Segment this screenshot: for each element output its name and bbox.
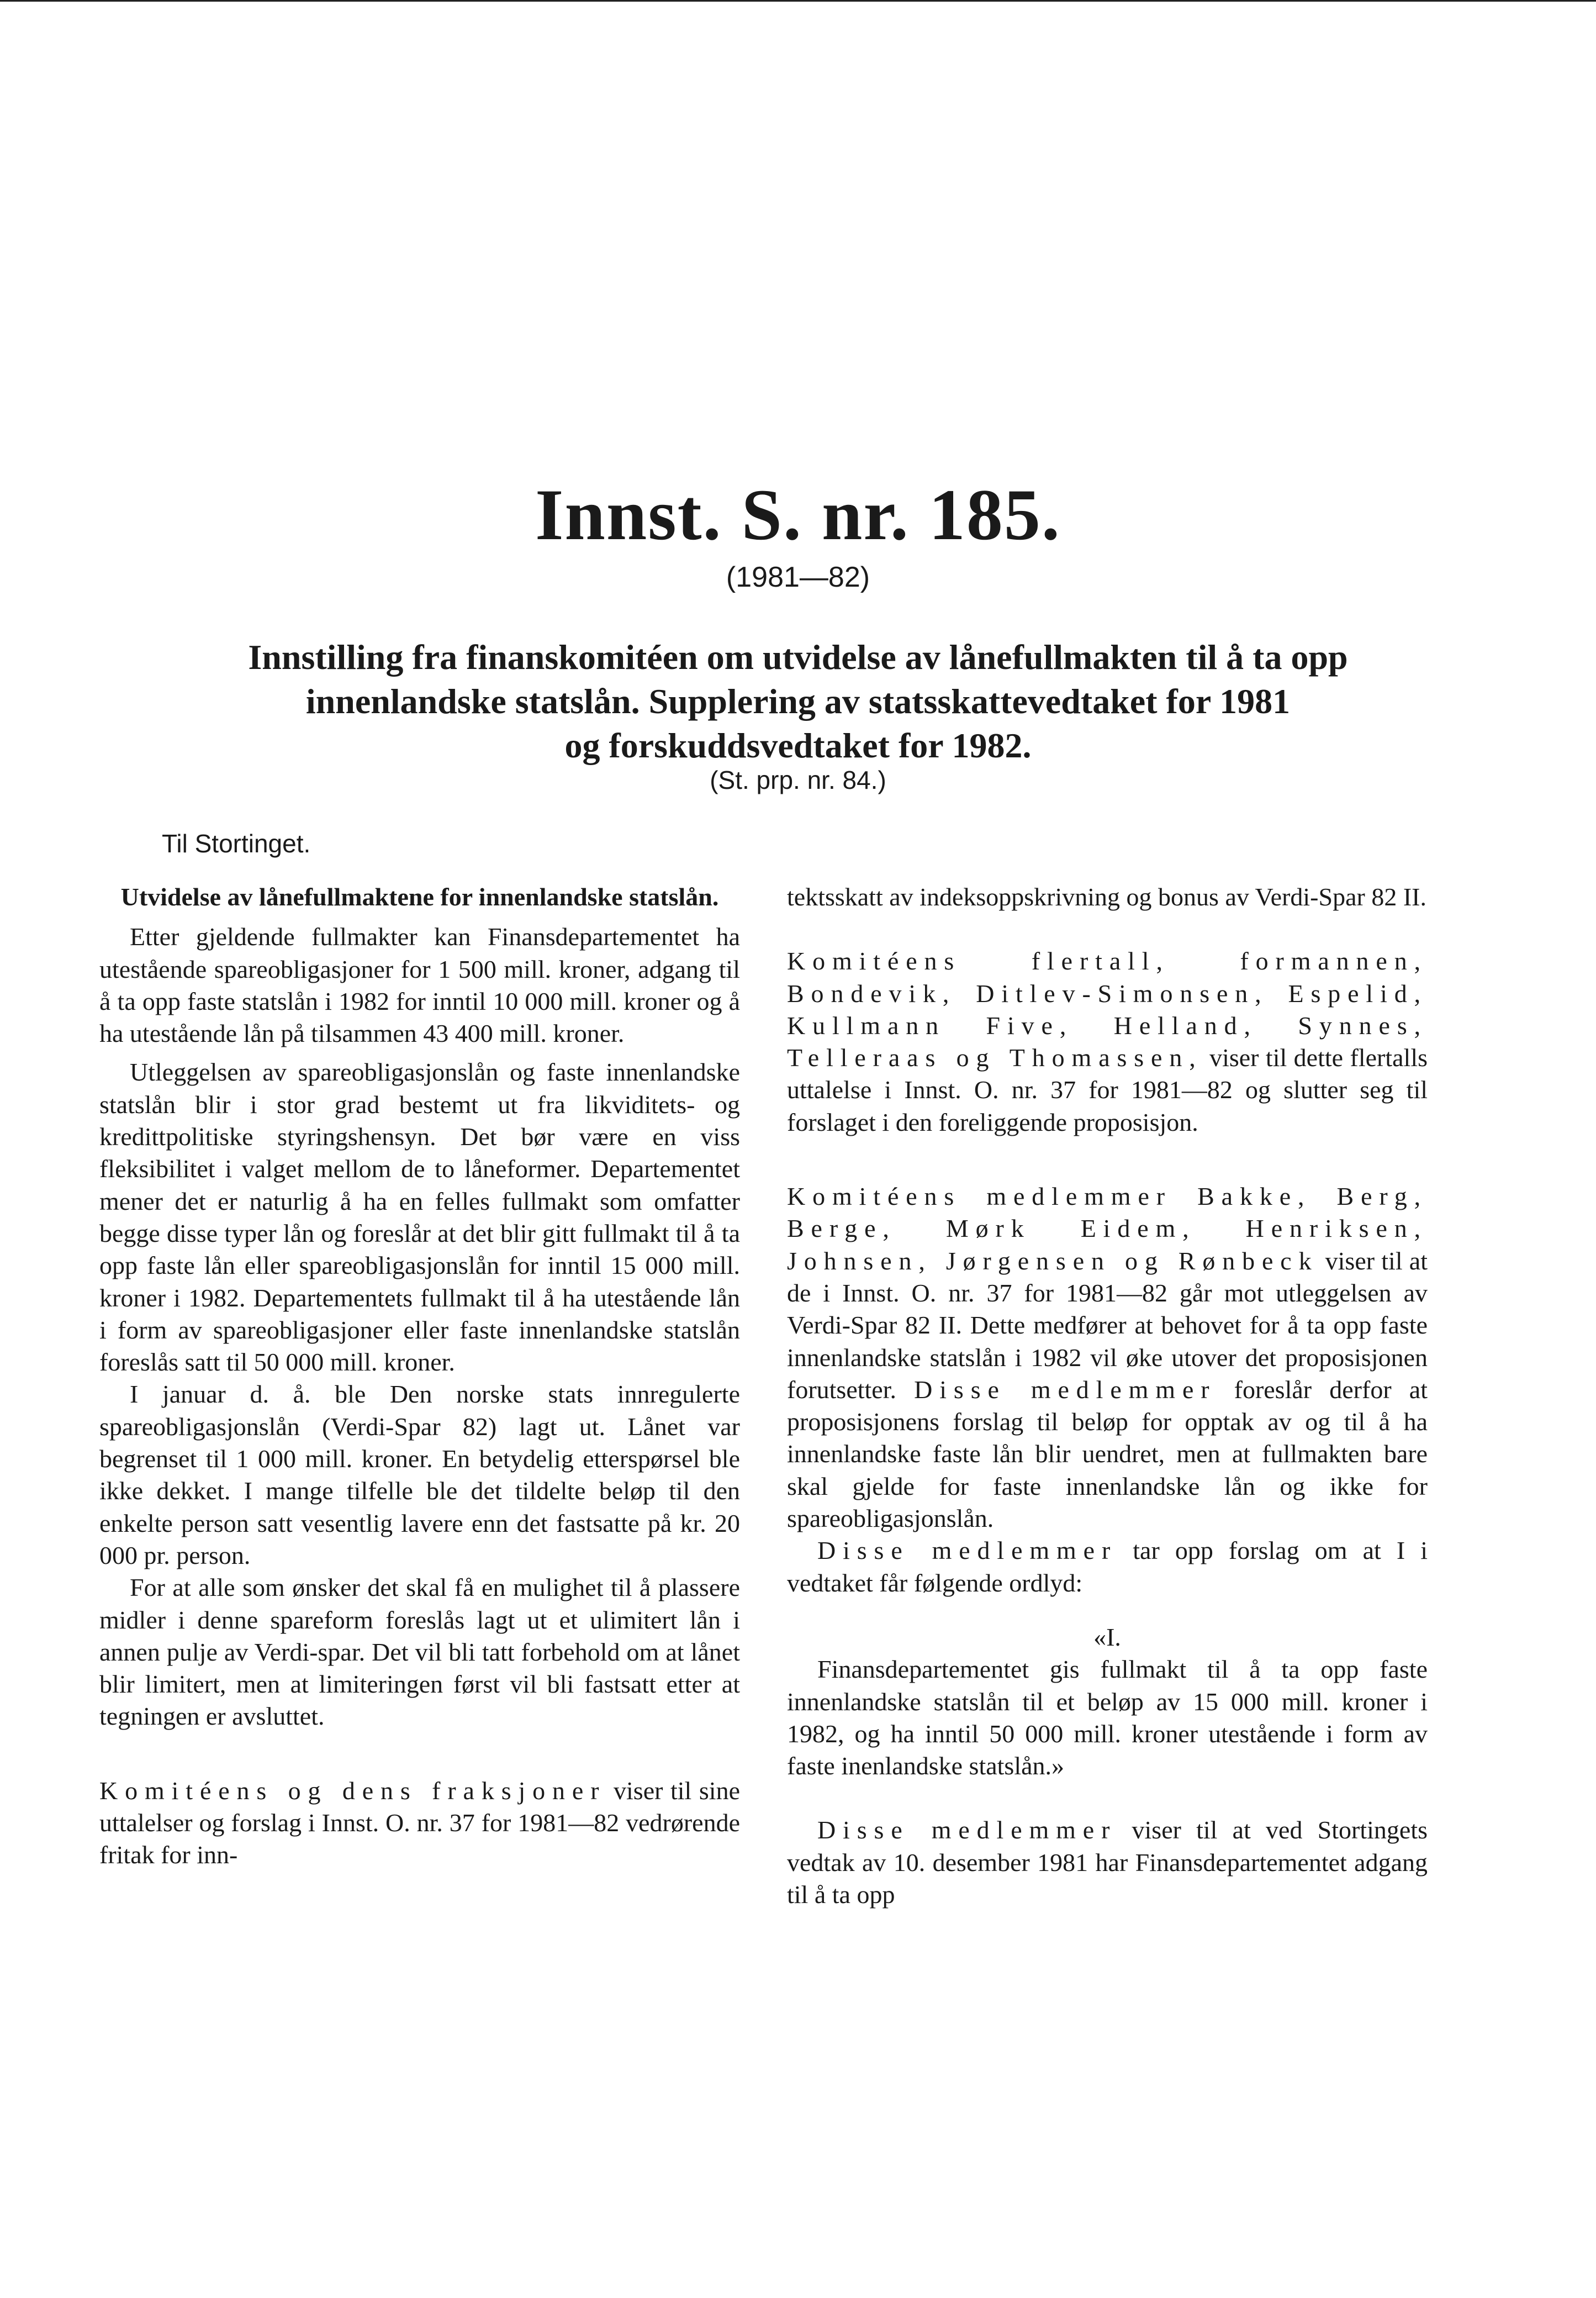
- paragraph-text: viser til dette flertalls uttalelse i Innst. O. nr. 37 for 1981—82 og slutter seg til forslaget i den foreliggende proposisjon.: [787, 1043, 1428, 1136]
- paragraph-text: foreslår derfor at proposisjonens forslag til beløp for opptak av og til å ha innenlandske faste lån blir uendret, men at fullmakten bare skal gjelde for faste innenlandske lån og ikke for spareobligasjonslån.: [787, 1375, 1428, 1533]
- spaced-emphasis: Komitéens medlemmer Bakke, Berg, Berge, Mørk Eidem, Henriksen, Johnsen, Jørgensen og Rønbeck: [787, 1182, 1428, 1275]
- document-title: Innst. S. nr. 185.: [535, 474, 1061, 555]
- quote-section-mark: «I.: [1093, 1622, 1121, 1651]
- paragraph: Etter gjeldende fullmakter kan Finansdepartementet ha utestående spareobligasjoner for 1 500 mill. kroner, adgang til å ta opp faste statslån i 1982 for inntil 10 000 mill. kroner og å ha utestående lån på tilsammen 43 400 mill. kroner.: [99, 923, 740, 1048]
- paragraph: [787, 1535, 1428, 1599]
- paragraph: For at alle som ønsker det skal få en mulighet til å plassere midler i denne spareform foreslås lagt ut et ulimitert lån i annen pulje av Verdi-spar. Det vil bli tatt forbehold om at lånet blir limitert, men at limiteringen først vil bli fastsatt etter at tegningen er avsluttet.: [99, 1573, 740, 1731]
- spaced-emphasis: Komitéens flertall, formannen, Bondevik, Ditlev-Simonsen, Espelid, Kullmann Five, Helland, Synnes, Telleraas og Thomassen,: [787, 947, 1428, 1072]
- spaced-emphasis: Disse medlemmer: [817, 1536, 1118, 1565]
- heading-line-1: Innstilling fra finanskomitéen om utvidelse av lånefullmakten til å ta opp: [248, 637, 1348, 677]
- session-label: (1981—82): [726, 561, 870, 593]
- paragraph: I januar d. å. ble Den norske stats innregulerte spareobligasjonslån (Verdi-Spar 82) lagt ut. Lånet var begrenset til 1 000 mill. kroner. En betydelig etterspørsel ble ikke dekket. I mange tilfelle ble det tildelte beløp til den enkelte person satt vesentlig lavere enn det fastsatte på kr. 20 000 pr. person.: [99, 1380, 740, 1569]
- paragraph: [787, 945, 1428, 1139]
- spaced-emphasis: Disse medlemmer: [817, 1816, 1117, 1844]
- top-border-line: [0, 0, 1596, 2]
- spaced-emphasis: Komitéens og dens fraksjoner: [99, 1776, 606, 1805]
- section-heading: Utvidelse av lånefullmaktene for innenlandske statslån.: [120, 883, 719, 911]
- paragraph-text: viser til sine uttalelser og forslag i Innst. O. nr. 37 for 1981—82 vedrørende fritak for inn-: [99, 1776, 741, 1869]
- paragraph: [787, 1180, 1428, 1535]
- paragraph: Utleggelsen av spareobligasjonslån og faste innenlandske statslån blir i stor grad bestemt ut fra likviditets- og kredittpolitiske styringshensyn. Det bør være en viss fleksibilitet i valget mellom de to låneformer. Departementet mener det er naturlig å ha en felles fullmakt som omfatter begge disse typer lån og foreslår at det blir gitt fullmakt til å ta opp faste lån eller spareobligasjonslån for inntil 15 000 mill. kroner i 1982. Departementets fullmakt til å ha utestående lån i form av spareobligasjoner eller faste innenlandske statslån foreslås satt til 50 000 mill. kroner.: [99, 1058, 740, 1377]
- paragraph-text: viser til at ved Stortingets vedtak av 10. desember 1981 har Finansdepartementet adgang til å ta opp: [787, 1816, 1428, 1909]
- document-heading: [66, 635, 1530, 768]
- paragraph: tektsskatt av indeksoppskrivning og bonus av Verdi-Spar 82 II.: [787, 883, 1426, 911]
- heading-line-3: og forskuddsvedtaket for 1982.: [564, 726, 1032, 765]
- paragraph: [99, 1775, 740, 1872]
- spaced-emphasis: Disse medlemmer: [914, 1375, 1217, 1404]
- heading-line-2: innenlandske statslån. Supplering av statsskattevedtaket for 1981: [305, 682, 1291, 721]
- left-column: [99, 881, 740, 1872]
- paragraph-text: viser til at de i Innst. O. nr. 37 for 1981—82 går mot utleggelsen av Verdi-Spar 82 II. Dette medfører at behovet for å ta opp faste innenlandske statslån i 1982 vil øke utover det proposisjonen forutsetter.: [787, 1246, 1428, 1404]
- paragraph: [787, 1814, 1428, 1911]
- addressee: Til Stortinget.: [162, 829, 311, 858]
- right-column: [787, 881, 1428, 1911]
- proposition-reference: (St. prp. nr. 84.): [710, 766, 886, 794]
- quoted-proposal: Finansdepartementet gis fullmakt til å ta opp faste innenlandske statslån til et beløp av 15 000 mill. kroner i 1982, og ha inntil 50 000 mill. kroner utestående i form av faste inenlandske statslån.»: [787, 1655, 1428, 1780]
- paragraph-text: tar opp forslag om at I i vedtaket får følgende ordlyd:: [787, 1536, 1428, 1597]
